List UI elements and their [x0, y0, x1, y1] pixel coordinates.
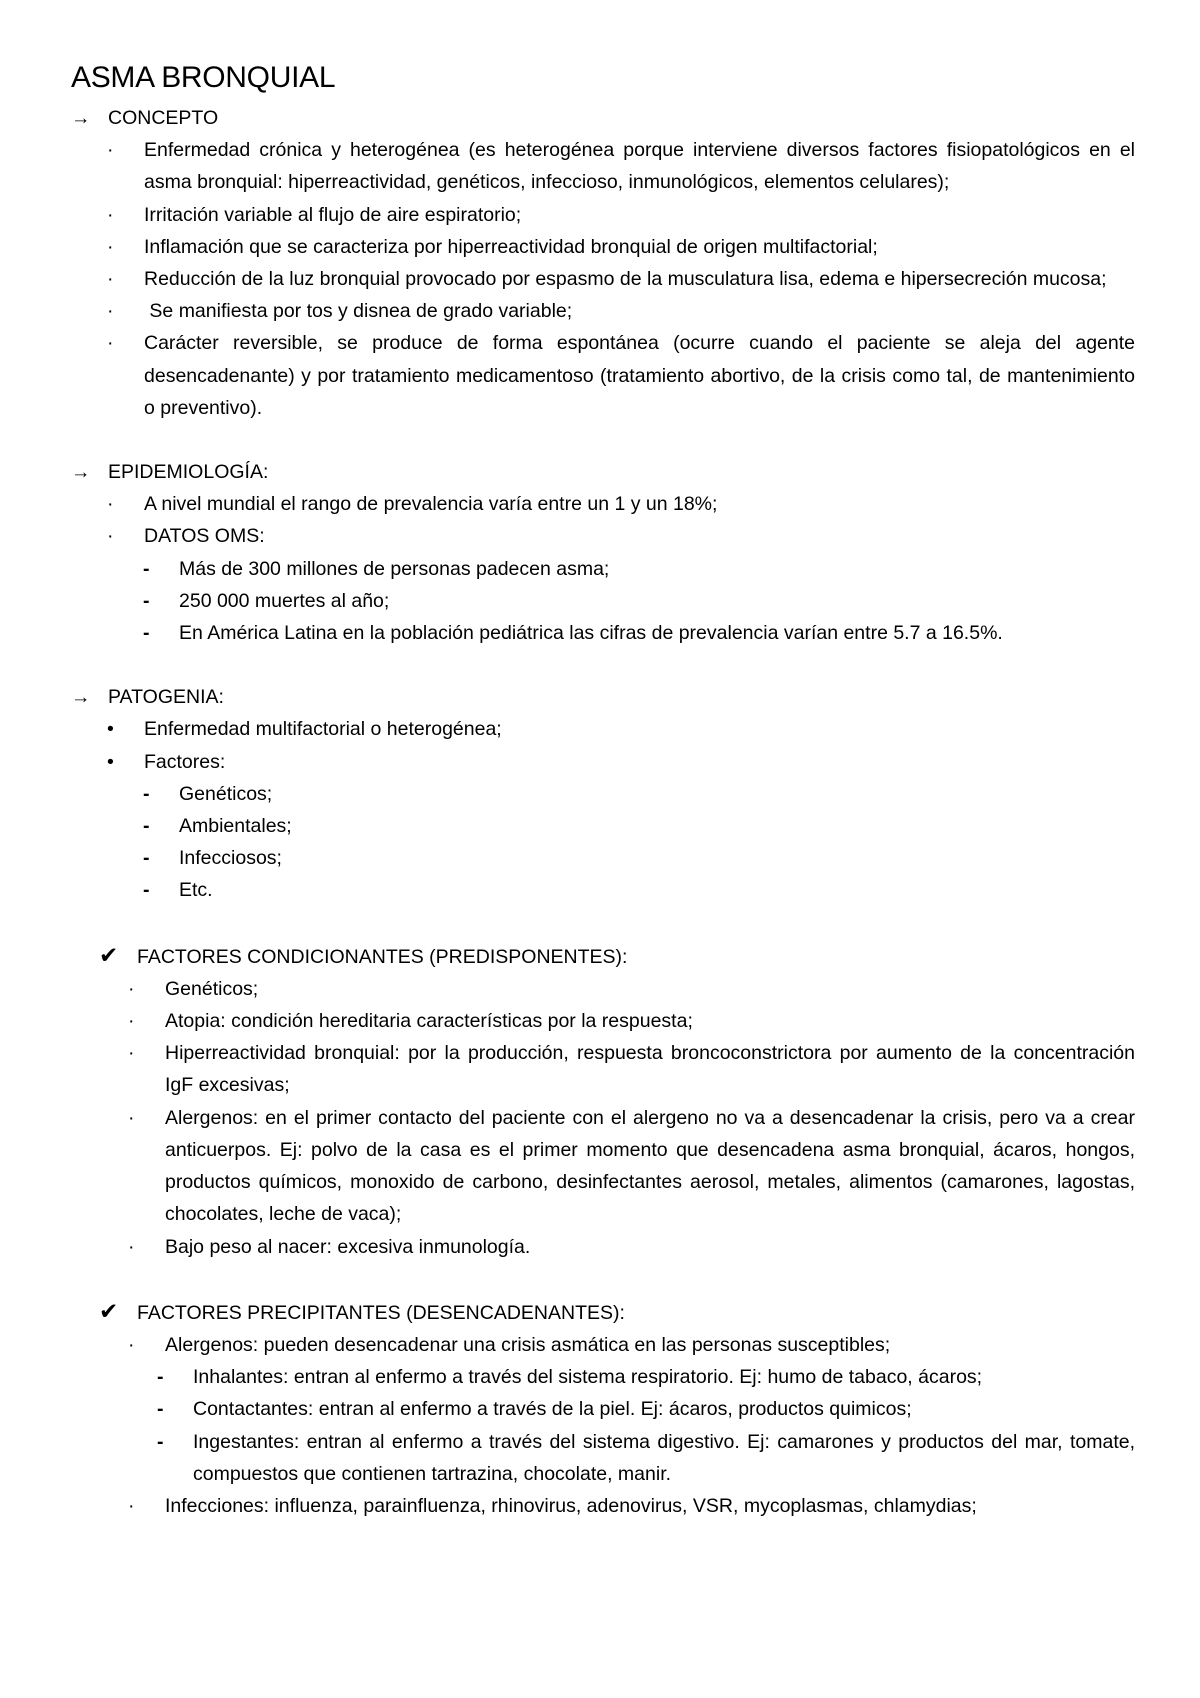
sub-list-item	[143, 842, 1135, 874]
section-heading-text: EPIDEMIOLOGÍA:	[108, 461, 269, 484]
list-item-text: Bajo peso al nacer: excesiva inmunología.	[165, 1235, 531, 1258]
list-item-text: Atopia: condición hereditaria características por la respuesta;	[165, 1010, 693, 1033]
list-item-text: Alergenos: pueden desencadenar una crisis asmática en las personas susceptibles;	[165, 1333, 891, 1356]
list-item-text: Irritación variable al flujo de aire espiratorio;	[144, 203, 522, 226]
section-heading-text: FACTORES PRECIPITANTES (DESENCADENANTES):	[137, 1301, 625, 1324]
bullet-icon: ·	[107, 268, 114, 291]
sub-list-item	[143, 617, 1135, 649]
list-item-text: Se manifiesta por tos y disnea de grado variable;	[144, 300, 573, 323]
dash-icon: -	[157, 1366, 164, 1389]
list-item-text: Más de 300 millones de personas padecen asma;	[179, 557, 610, 580]
list-item	[128, 1490, 1135, 1522]
bullet-icon: ·	[128, 1042, 135, 1065]
dash-icon: -	[143, 589, 150, 612]
sub-list-item	[143, 874, 1135, 906]
section-heading-text: PATOGENIA:	[108, 686, 224, 709]
bullet-icon: •	[107, 718, 114, 741]
dash-icon: -	[143, 815, 150, 838]
list-item-text: Infecciones: influenza, parainfluenza, rhinovirus, adenovirus, VSR, mycoplasmas, chlamydias;	[165, 1494, 977, 1517]
bullet-icon: ·	[128, 1010, 135, 1033]
bullet-icon: ·	[128, 1333, 135, 1356]
bullet-icon: ·	[107, 235, 114, 258]
spacer	[71, 649, 1135, 681]
bullet-icon: ·	[107, 139, 114, 162]
list-item	[107, 746, 1135, 778]
bullet-icon: ·	[107, 493, 114, 516]
section-concepto-heading	[71, 102, 1135, 134]
list-item	[107, 713, 1135, 745]
bullet-icon: ·	[107, 300, 114, 323]
dash-icon: -	[157, 1430, 164, 1453]
section-epidemiologia-heading	[71, 456, 1135, 488]
bullet-icon: ·	[107, 203, 114, 226]
list-item-text: Enfermedad multifactorial o heterogénea;	[144, 718, 502, 741]
list-item-text: En América Latina en la población pediátrica las cifras de prevalencia varían entre 5.7 a 16.5%.	[179, 622, 1003, 645]
dash-icon: -	[143, 847, 150, 870]
list-item-text: Contactantes: entran al enfermo a través de la piel. Ej: ácaros, productos quimicos;	[193, 1398, 912, 1421]
bullet-icon: •	[107, 750, 114, 773]
list-item-text: Etc.	[179, 879, 213, 902]
list-item-text: 250 000 muertes al año;	[179, 589, 390, 612]
sub-list-item	[143, 778, 1135, 810]
bullet-icon: ·	[107, 525, 114, 548]
bullet-icon: ·	[128, 977, 135, 1000]
list-item-text: Hiperreactividad bronquial: por la producción, respuesta broncoconstrictora por aumento de la concentración IgF excesivas;	[165, 1042, 1135, 1097]
dash-icon: -	[143, 782, 150, 805]
arrow-icon: →	[71, 461, 91, 484]
list-item	[107, 295, 1135, 327]
list-item-text: Inflamación que se caracteriza por hiperreactividad bronquial de origen multifactorial;	[144, 235, 878, 258]
list-item	[107, 263, 1135, 295]
checkmark-icon: ✔	[99, 1297, 119, 1324]
sub-list-item	[157, 1393, 1135, 1425]
dash-icon: -	[157, 1398, 164, 1421]
section-precipitantes-heading	[99, 1295, 1135, 1329]
spacer	[71, 1263, 1135, 1295]
list-item-text: Enfermedad crónica y heterogénea (es heterogénea porque interviene diversos factores fisiopatológicos en el asma bronquial: hiperreactividad, genéticos, infeccioso, inmunológicos, elementos celulares);	[144, 139, 1135, 194]
list-item	[128, 1329, 1135, 1361]
arrow-icon: →	[71, 107, 91, 129]
dash-icon: -	[143, 879, 150, 902]
sub-list-item	[157, 1426, 1135, 1490]
bullet-icon: ·	[128, 1494, 135, 1517]
list-item	[107, 199, 1135, 231]
list-item	[128, 1102, 1135, 1231]
dash-icon: -	[143, 557, 150, 580]
list-item	[128, 973, 1135, 1005]
sub-list-item	[143, 553, 1135, 585]
list-item-text: A nivel mundial el rango de prevalencia varía entre un 1 y un 18%;	[144, 493, 718, 516]
list-item	[107, 520, 1135, 552]
dash-icon: -	[143, 622, 150, 645]
list-item	[128, 1231, 1135, 1263]
list-item-text: Alergenos: en el primer contacto del paciente con el alergeno no va a desencadenar la crisis, pero va a crear anticuerpos. Ej: polvo de la casa es el primer momento que desencadena asma bronquial, ácaros, hongos, productos químicos, monoxido de carbono, desinfectantes aerosol, metales, alimentos (camarones, lagostas, chocolates, leche de vaca);	[165, 1106, 1135, 1226]
list-item-text: Genéticos;	[179, 782, 273, 805]
sub-list-item	[157, 1361, 1135, 1393]
list-item	[107, 327, 1135, 424]
spacer	[71, 424, 1135, 456]
bullet-icon: ·	[128, 1106, 135, 1129]
checkmark-icon: ✔	[99, 941, 119, 968]
sub-list-item	[143, 810, 1135, 842]
list-item	[107, 231, 1135, 263]
bullet-icon: ·	[107, 332, 114, 355]
spacer	[71, 907, 1135, 939]
section-patogenia-heading	[71, 681, 1135, 713]
document-title: ASMA BRONQUIAL	[71, 61, 336, 94]
list-item-text: Factores:	[144, 750, 226, 773]
section-condicionantes-heading	[99, 939, 1135, 973]
list-item-text: Inhalantes: entran al enfermo a través del sistema respiratorio. Ej: humo de tabaco, ácaros;	[193, 1366, 983, 1389]
list-item	[107, 488, 1135, 520]
sub-list-item	[143, 585, 1135, 617]
list-item-text: Genéticos;	[165, 977, 259, 1000]
list-item-text: DATOS OMS:	[144, 525, 265, 548]
list-item	[128, 1037, 1135, 1101]
arrow-icon: →	[71, 686, 91, 709]
bullet-icon: ·	[128, 1235, 135, 1258]
list-item	[107, 134, 1135, 198]
list-item-text: Reducción de la luz bronquial provocado por espasmo de la musculatura lisa, edema e hipersecreción mucosa;	[144, 268, 1107, 291]
section-heading-text: CONCEPTO	[108, 107, 219, 129]
list-item-text: Ingestantes: entran al enfermo a través del sistema digestivo. Ej: camarones y productos del mar, tomate, compuestos que contienen tartrazina, chocolate, manir.	[193, 1430, 1135, 1485]
section-heading-text: FACTORES CONDICIONANTES (PREDISPONENTES):	[137, 945, 628, 968]
list-item	[128, 1005, 1135, 1037]
list-item-text: Infecciosos;	[179, 847, 282, 870]
list-item-text: Carácter reversible, se produce de forma espontánea (ocurre cuando el paciente se aleja del agente desencadenante) y por tratamiento medicamentoso (tratamiento abortivo, de la crisis como tal, de mantenimiento o preventivo).	[144, 332, 1135, 419]
list-item-text: Ambientales;	[179, 815, 292, 838]
document-page	[71, 56, 1135, 1522]
